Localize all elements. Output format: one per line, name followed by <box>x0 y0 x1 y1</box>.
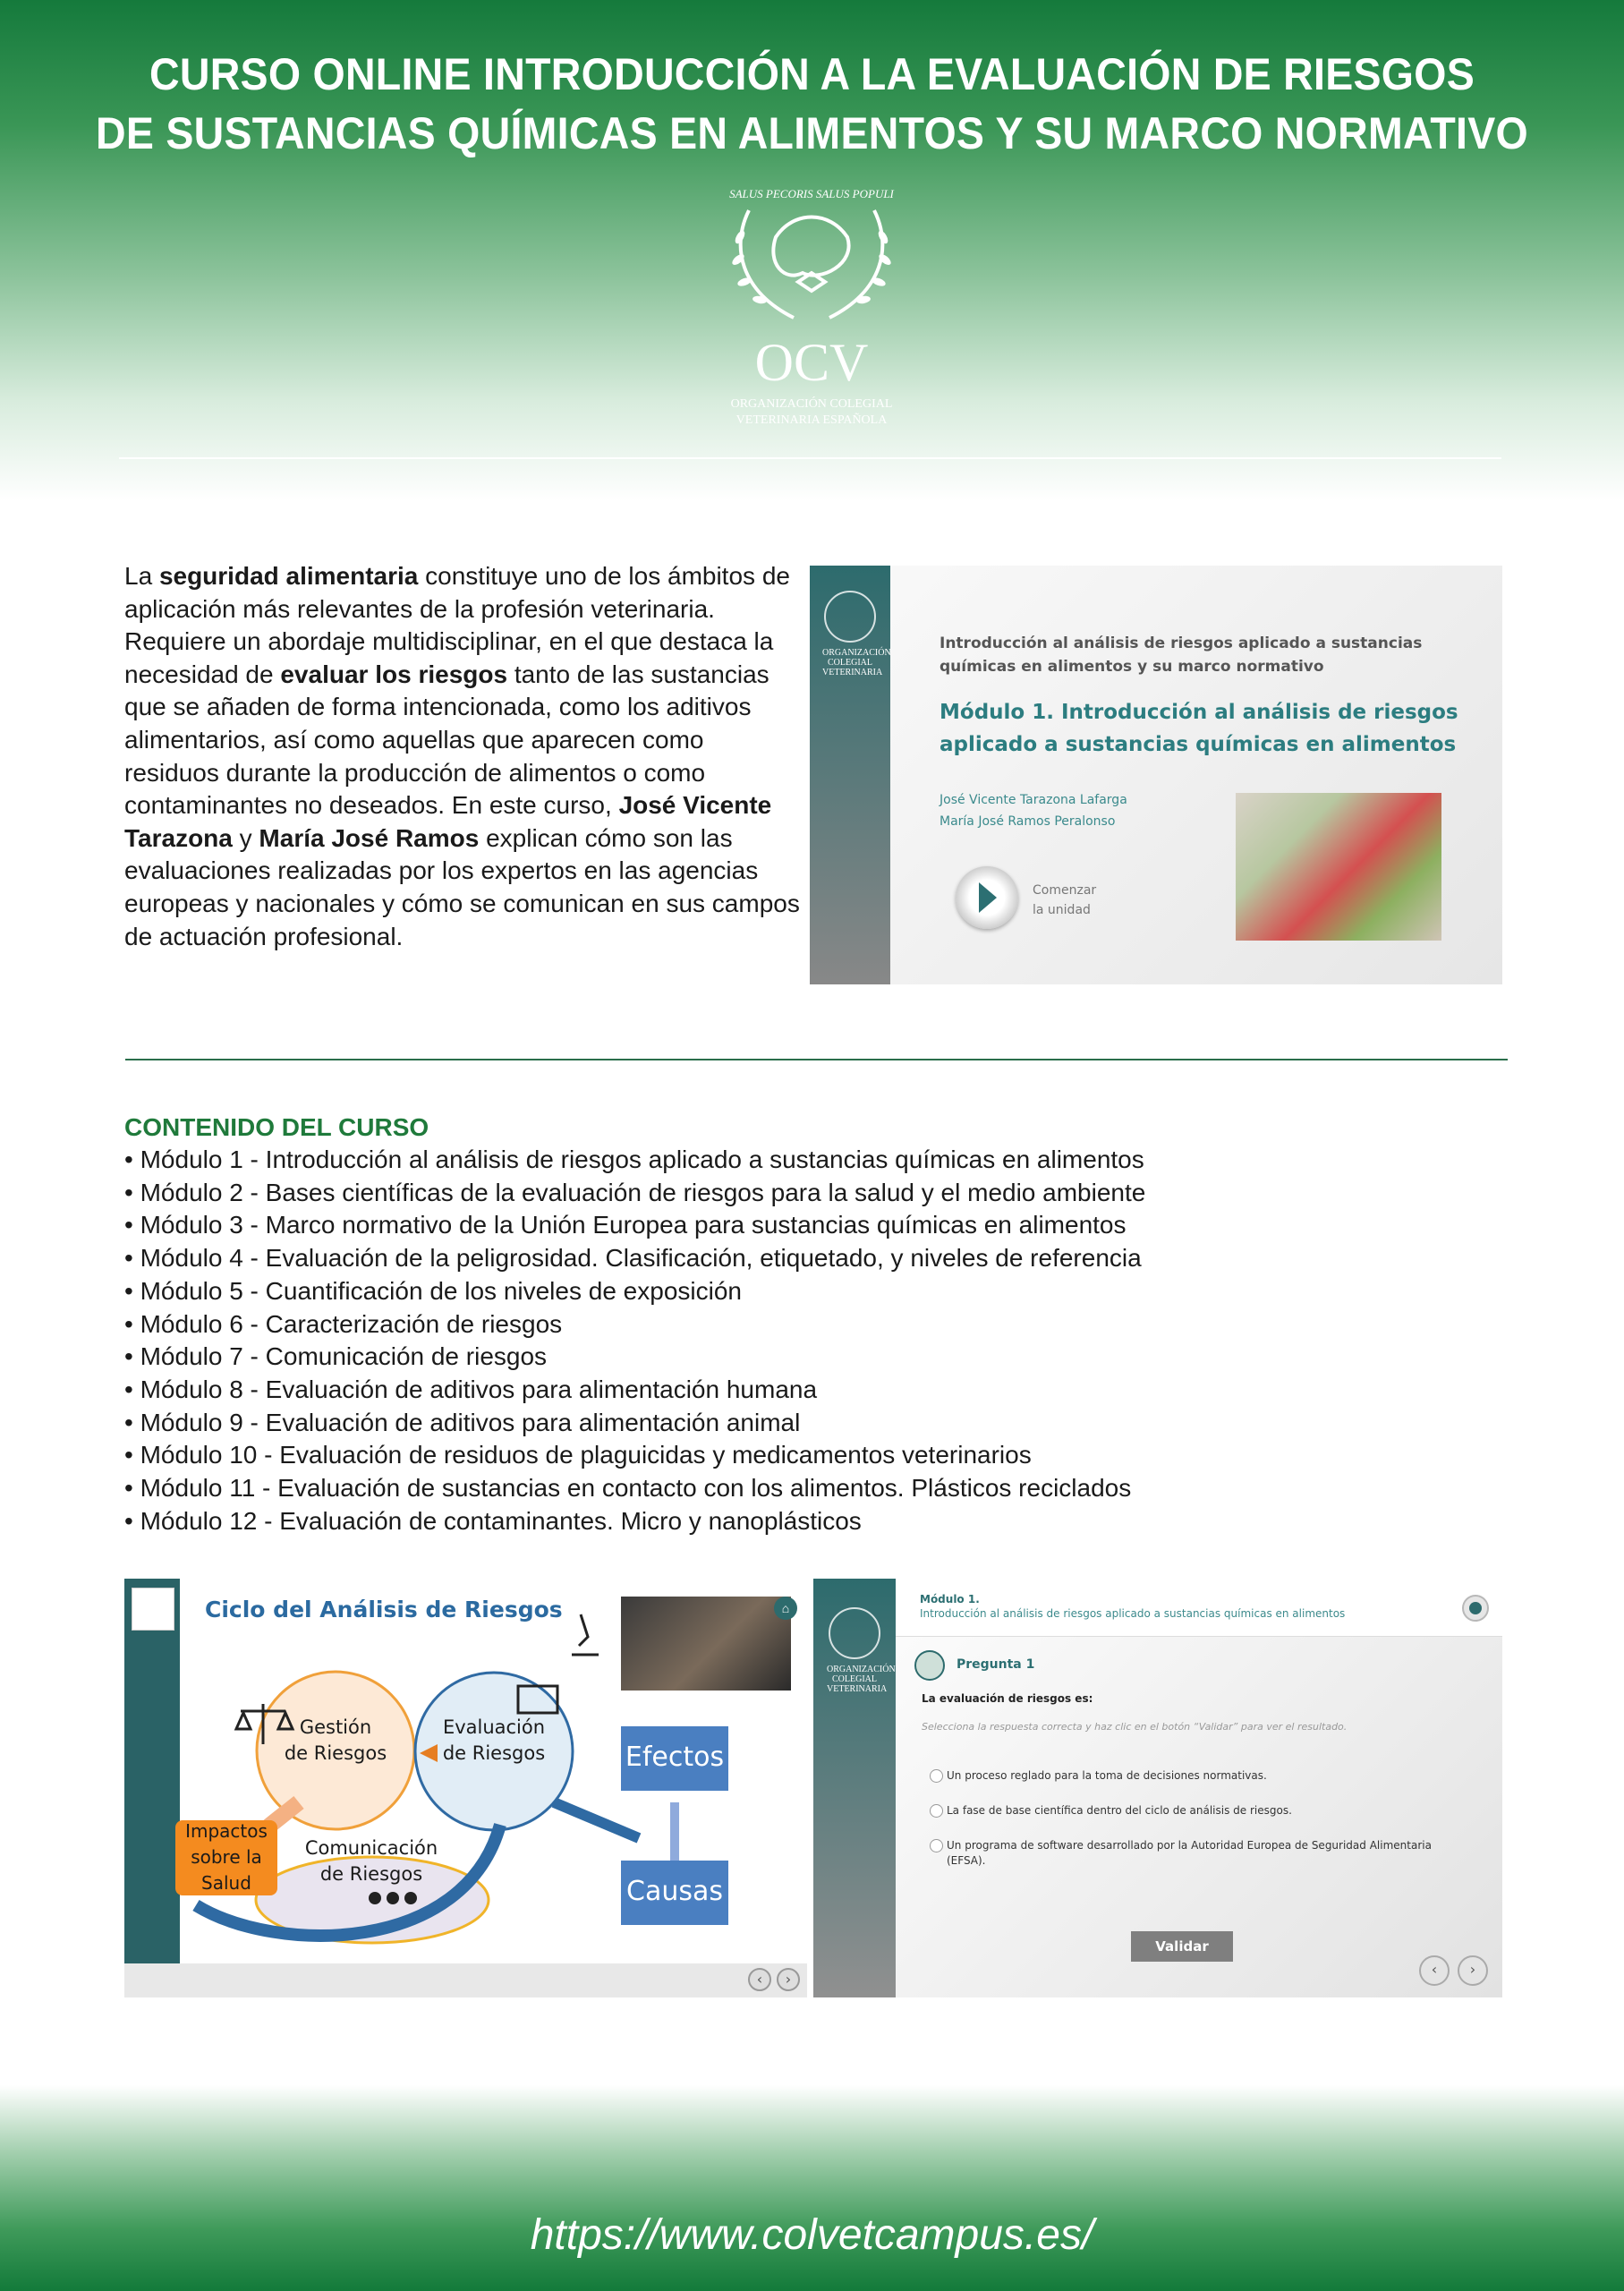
module-label: Módulo 1. <box>920 1593 980 1605</box>
course-title-line2: DE SUSTANCIAS QUÍMICAS EN ALIMENTOS Y SU MARCO NORMATIVO <box>95 108 1529 158</box>
laurel-emblem-icon <box>713 175 910 336</box>
communication-label: Comunicación de Riesgos <box>304 1837 438 1885</box>
radio-button[interactable] <box>930 1839 943 1852</box>
home-icon[interactable] <box>1462 1595 1489 1622</box>
ocv-logo <box>713 175 910 434</box>
arrow-shape <box>554 1802 639 1838</box>
validate-button[interactable]: Validar <box>1131 1931 1233 1962</box>
logo-org-name: ORGANIZACIÓN COLEGIAL VETERINARIA ESPAÑOLA <box>730 397 893 427</box>
quiz-screenshot <box>813 1579 1502 1997</box>
quiz-option-label: La fase de base científica dentro del ciclo de análisis de riesgos. <box>947 1804 1292 1817</box>
effects-label: Efectos <box>625 1742 725 1773</box>
module-list-item: • Módulo 7 - Comunicación de riesgos <box>124 1341 1145 1374</box>
website-link[interactable]: https://www.colvetcampus.es/ <box>530 2211 1094 2259</box>
chevron-right-icon <box>979 882 997 913</box>
module-list-item: • Módulo 8 - Evaluación de aditivos para alimentación humana <box>124 1374 1145 1407</box>
start-unit-button[interactable] <box>956 866 1018 929</box>
evaluation-label: Evaluación de Riesgos <box>442 1716 546 1764</box>
people-icon <box>369 1892 417 1904</box>
module-list-item: • Módulo 9 - Evaluación de aditivos para alimentación animal <box>124 1407 1145 1440</box>
quiz-instruction: Selecciona la respuesta correcta y haz clic en el botón “Validar” para ver el resultado. <box>922 1721 1348 1733</box>
causes-label: Causas <box>626 1876 723 1907</box>
question-icon <box>914 1650 945 1681</box>
quiz-option[interactable] <box>947 1838 1448 1869</box>
module-list-item: • Módulo 2 - Bases científicas de la evaluación de riesgos para la salud y el medio ambiente <box>124 1177 1145 1210</box>
svg-text:SALUS PECORIS SALUS POPULI: SALUS PECORIS SALUS POPULI <box>729 187 894 200</box>
prev-slide-button[interactable]: ‹ <box>748 1968 771 1991</box>
module-list-item: • Módulo 1 - Introducción al análisis de riesgos aplicado a sustancias químicas en alimentos <box>124 1144 1145 1177</box>
module-list-item: • Módulo 11 - Evaluación de sustancias en contacto con los alimentos. Plásticos reciclados <box>124 1472 1145 1505</box>
question-text: La evaluación de riesgos es: <box>922 1692 1093 1705</box>
module-list-item: • Módulo 10 - Evaluación de residuos de plaguicidas y medicamentos veterinarios <box>124 1439 1145 1472</box>
quiz-option[interactable] <box>947 1768 1448 1784</box>
sidebar-logo: ORGANIZACIÓN COLEGIAL VETERINARIA <box>827 1607 882 1694</box>
prev-page-button[interactable]: ‹ <box>1419 1955 1450 1986</box>
module-start-screenshot <box>810 566 1502 984</box>
module-list-item: • Módulo 3 - Marco normativo de la Unión Europea para sustancias químicas en alimentos <box>124 1209 1145 1242</box>
module-title: Módulo 1. Introducción al análisis de riesgos aplicado a sustancias químicas en alimentos <box>940 701 1458 756</box>
next-page-button[interactable]: › <box>1458 1955 1488 1986</box>
sidebar-logo: ORGANIZACIÓN COLEGIAL VETERINARIA <box>822 591 878 677</box>
authors: José Vicente Tarazona Lafarga María José Ramos Peralonso <box>940 793 1127 829</box>
home-icon[interactable]: ⌂ <box>774 1597 797 1620</box>
food-photo <box>1236 793 1441 941</box>
module-list-item: • Módulo 5 - Cuantificación de los niveles de exposición <box>124 1275 1145 1308</box>
management-label: Gestión de Riesgos <box>284 1716 387 1764</box>
microscope-icon <box>572 1614 599 1655</box>
impacts-label: Impactos sobre la Salud <box>185 1820 268 1894</box>
footer-banner <box>0 2085 1624 2291</box>
start-unit-label: Comenzar la unidad <box>1033 883 1097 917</box>
laurel-icon <box>824 591 876 643</box>
module-list-item: • Módulo 12 - Evaluación de contaminantes. Micro y nanoplásticos <box>124 1505 1145 1538</box>
quiz-option-label: Un proceso reglado para la toma de decisiones normativas. <box>947 1769 1267 1782</box>
radio-button[interactable] <box>930 1769 943 1783</box>
slide-title: Ciclo del Análisis de Riesgos <box>205 1597 563 1622</box>
module-subtitle: Introducción al análisis de riesgos aplicado a sustancias químicas en alimentos <box>920 1607 1346 1620</box>
module-list-item: • Módulo 6 - Caracterización de riesgos <box>124 1308 1145 1341</box>
risk-cycle-screenshot <box>124 1579 807 1997</box>
intro-paragraph: La seguridad alimentaria constituye uno de los ámbitos de aplicación más relevantes de la profesión veterinaria. Requiere un abordaje multidisciplinar, en el que destaca la necesidad de evaluar los riesgos tanto de las sustancias que se añaden de forma intencionada, como los aditivos alimentarios, así como aquellas que aparecen como residuos durante la producción de alimentos o como contaminantes no deseados. En este curso, José Vicente Tarazona y María José Ramos explican cómo son las evaluaciones realizadas por los expertos en las agencias europeas y nacionales y cómo se comunican en sus campos de actuación profesional. <box>124 562 800 950</box>
divider <box>119 457 1501 459</box>
laurel-icon <box>829 1607 880 1659</box>
next-slide-button[interactable]: › <box>777 1968 800 1991</box>
contents-heading: CONTENIDO DEL CURSO <box>124 1113 429 1141</box>
quiz-option[interactable] <box>947 1803 1448 1818</box>
module-list-item: • Módulo 4 - Evaluación de la peligrosidad. Clasificación, etiquetado, y niveles de referencia <box>124 1242 1145 1275</box>
question-label: Pregunta 1 <box>957 1657 1035 1672</box>
logo-acronym: OCV <box>754 333 869 392</box>
radio-button[interactable] <box>930 1804 943 1818</box>
course-title-line1: CURSO ONLINE INTRODUCCIÓN A LA EVALUACIÓN DE RIESGOS <box>149 49 1475 99</box>
divider <box>125 1059 1508 1060</box>
quiz-option-label: Un programa de software desarrollado por la Autoridad Europea de Seguridad Alimentaria (EFSA). <box>947 1839 1432 1867</box>
course-subtitle: Introducción al análisis de riesgos aplicado a sustancias químicas en alimentos y su marco normativo <box>940 634 1423 676</box>
module-list <box>124 1144 1145 1537</box>
course-title <box>57 45 1568 163</box>
